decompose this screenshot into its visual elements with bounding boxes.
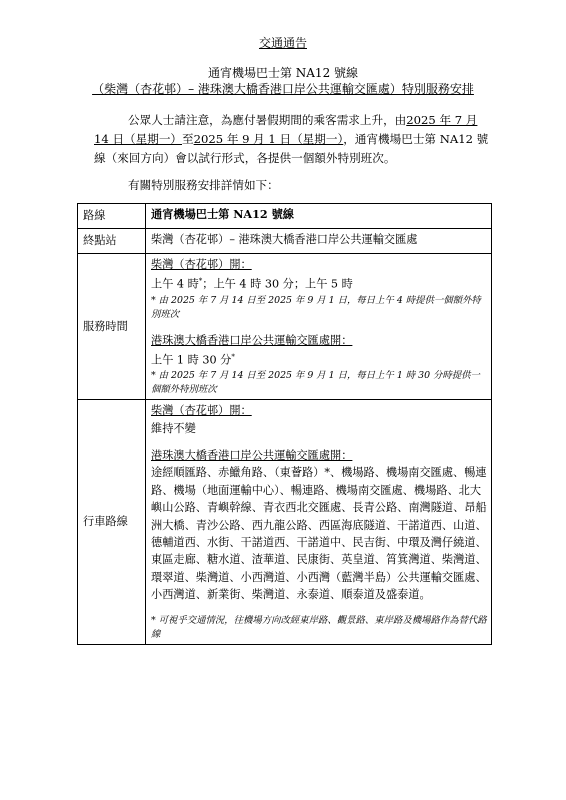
time-dep2-extra: 上午 1 時 30 分 <box>151 353 232 367</box>
table-row-routing <box>78 400 492 645</box>
route-title: 通宵機場巴士第 NA12 號線 <box>207 66 359 80</box>
path-dep1-title: 柴灣（杏花邨）開： <box>151 404 252 418</box>
table-row-terminus <box>78 229 492 254</box>
table-row-route <box>78 204 492 229</box>
routing-label: 行車路線 <box>78 400 146 645</box>
intro-date-start: 2025 年 7 月 14 日（星期一） <box>94 113 478 146</box>
terminus-value: 柴灣（杏花邨）– 港珠澳大橋香港口岸公共運輸交匯處 <box>146 229 492 254</box>
details-intro-text: 有關特別服務安排詳情如下： <box>128 178 279 192</box>
intro-paragraph <box>94 111 494 168</box>
service-details-table <box>77 203 492 645</box>
time-dep2-times <box>151 349 487 369</box>
time-dep1-star: * <box>198 277 203 286</box>
service-time-content <box>146 254 492 400</box>
route-value: 通宵機場巴士第 NA12 號線 <box>146 204 492 229</box>
intro-date-end: 2025 年 9 月 1 日（星期一） <box>193 132 344 146</box>
table-row-service-time <box>78 254 492 400</box>
route-subtitle: （柴灣（杏花邨）– 港珠澳大橋香港口岸公共運輸交匯處）特別服務安排 <box>92 82 474 96</box>
notice-type-title: 交通通告 <box>258 36 307 50</box>
intro-text-a: 公眾人士請注意，為應付暑假期間的乘客需求上升，由 <box>128 113 407 127</box>
path-dep2-title: 港珠澳大橋香港口岸公共運輸交匯處開： <box>151 448 353 462</box>
time-dep1-title: 柴灣（杏花邨）開： <box>151 258 252 271</box>
path-dep1-value: 維持不變 <box>151 421 196 435</box>
time-dep2-note: * 由 2025 年 7 月 14 日至 2025 年 9 月 1 日，每日上午 1 時 30 分時提供一個額外特別班次 <box>151 370 480 396</box>
time-dep1-extra: 上午 4 時 <box>151 278 199 292</box>
route-label: 路線 <box>78 204 146 229</box>
details-intro <box>94 176 494 195</box>
time-dep1-note: * 由 2025 年 7 月 14 日至 2025 年 9 月 1 日，每日上午 4 時提供一個額外特別班次 <box>151 294 481 320</box>
time-dep2-title: 港珠澳大橋香港口岸公共運輸交匯處開： <box>151 333 353 347</box>
intro-text-b: ，通宵機場巴士第 NA12 號線（來回方向）會以試行形式，各提供一個額外特別班次。 <box>94 132 489 165</box>
terminus-label: 終點站 <box>78 229 146 254</box>
routing-content <box>146 400 492 645</box>
time-dep2-star: * <box>231 352 235 361</box>
time-dep1-regular: ；上午 4 時 30 分；上午 5 時 <box>202 278 353 292</box>
intro-text-mid: 至 <box>182 132 194 146</box>
time-dep1-times <box>151 273 487 293</box>
path-dep2-value: 途經順匯路、赤鱲角路、（東薈路）*、機場路、機場南交匯處、暢連路、機場（地面運輸中心）、暢連路、機場南交匯處、機場路、北大嶼山公路、青嶼幹線、青衣西北交匯處、長青公路、南灣隧道、昂船洲大橋、青沙公路、西九龍公路、西區海底隧道、干諾道西、山道、德輔道西、水街、干諾道西、干諾道中、民吉街、中環及灣仔繞道、東區走廊、糖水道、渣華道、民康街、英皇道、筲箕灣道、柴灣道、環翠道、柴灣道、小西灣道、小西灣（藍灣半島）公共運輸交匯處、小西灣道、新業街、柴灣道、永泰道、順泰道及盛泰道。 <box>151 466 487 602</box>
service-time-label: 服務時間 <box>78 254 146 400</box>
path-note: * 可視乎交通情況，往機場方向改經東岸路、觀景路、東岸路及機場路作為替代路線 <box>151 614 487 640</box>
